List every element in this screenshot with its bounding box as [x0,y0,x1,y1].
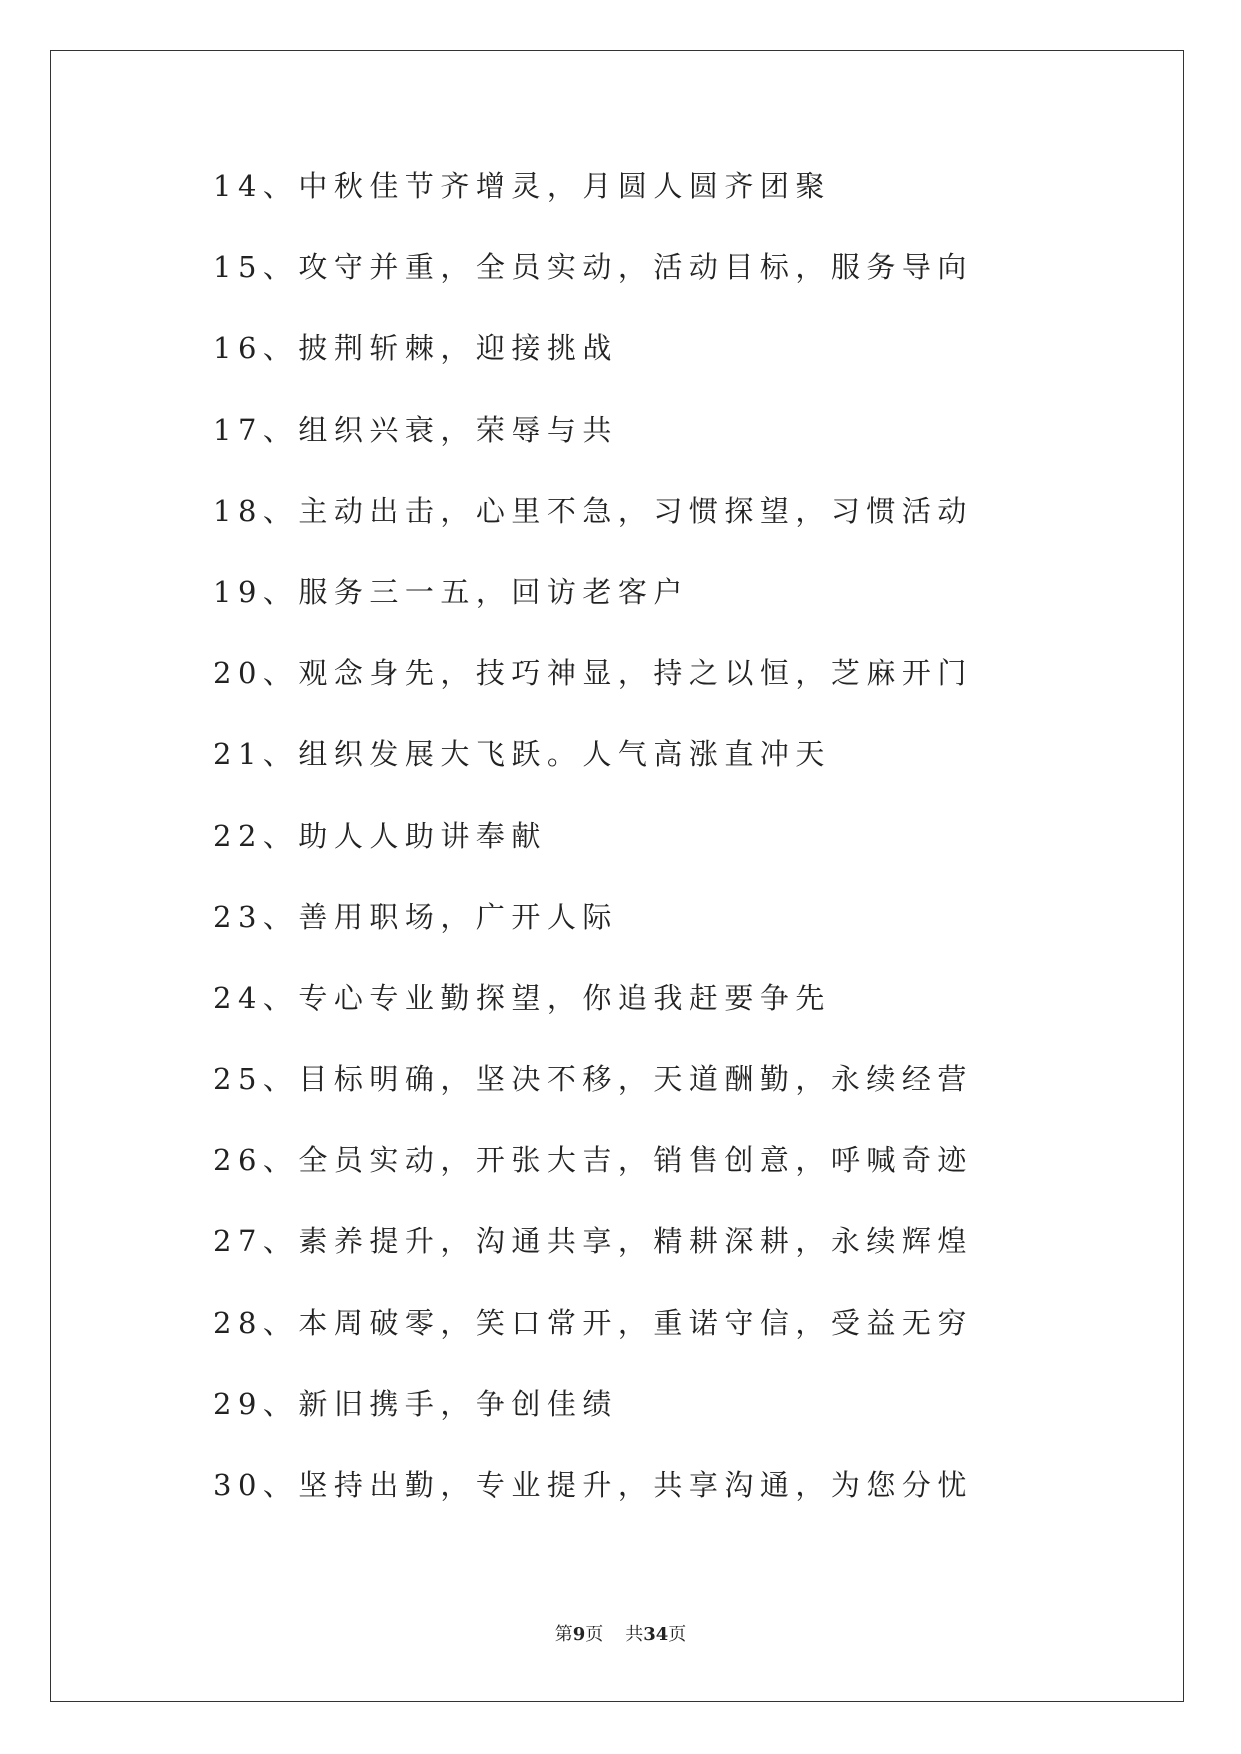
list-item: 27、素养提升，沟通共享，精耕深耕，永续辉煌 [213,1224,973,1259]
list-item: 28、本周破零，笑口常开，重诺守信，受益无穷 [213,1305,973,1340]
list-item: 22、助人人助讲奉献 [213,818,547,853]
list-item: 25、目标明确，坚决不移，天道酬勤，永续经营 [213,1062,973,1097]
footer-total-suffix: 页 [668,1624,687,1645]
list-item: 23、善用职场，广开人际 [213,899,618,934]
list-item: 14、中秋佳节齐增灵，月圆人圆齐团聚 [213,169,831,203]
slogan-list [213,166,1113,1546]
list-item: 20、观念身先，技巧神显，持之以恒，芝麻开门 [213,656,973,691]
list-item: 19、服务三一五，回访老客户 [213,574,689,609]
list-item: 26、全员实动，开张大吉，销售创意，呼喊奇迹 [213,1143,973,1178]
list-item: 15、攻守并重，全员实动，活动目标，服务导向 [213,250,973,285]
page-footer [0,1620,1241,1646]
list-item: 17、组织兴衰，荣辱与共 [213,412,618,447]
list-item: 18、主动出击，心里不急，习惯探望，习惯活动 [213,493,973,528]
footer-page-prefix: 第 [554,1624,573,1645]
list-item: 29、新旧携手，争创佳绩 [213,1386,618,1421]
list-item: 30、坚持出勤，专业提升，共享沟通，为您分忧 [213,1468,973,1502]
list-item: 21、组织发展大飞跃。人气高涨直冲天 [213,737,831,772]
footer-page-suffix: 页 [585,1624,604,1645]
footer-total-prefix: 共 [625,1624,644,1645]
footer-page-number: 9 [572,1624,586,1645]
footer-total-pages: 34 [643,1624,669,1645]
list-item: 16、披荆斩棘，迎接挑战 [213,331,618,366]
list-item: 24、专心专业勤探望，你追我赶要争先 [213,980,831,1015]
